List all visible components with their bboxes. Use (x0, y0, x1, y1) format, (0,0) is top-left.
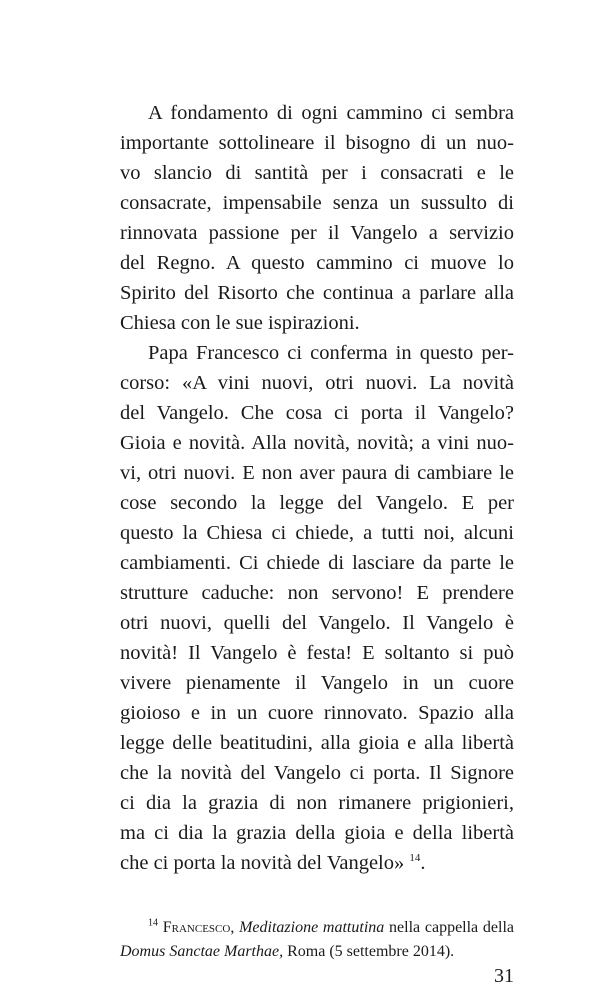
text-line: legge delle beatitudini, alla gioia e alla libertà (120, 732, 514, 754)
text-line-last: che ci porta la novità del Vangelo» $^{14}$. (120, 852, 426, 874)
text-line: importante sottolineare il bisogno di un nuo- (120, 132, 514, 154)
footnote-place: Domus Sanctae Marthae, (120, 943, 284, 960)
text-line: Spirito del Risorto che continua a parlare alla (120, 282, 514, 304)
footnote-reference[interactable]: 14 (409, 852, 421, 865)
text-line: otri nuovi, quelli del Vangelo. Il Vangelo è (120, 612, 514, 634)
quote-end-text: che ci porta la novità del Vangelo» (120, 852, 405, 874)
text-line: Chiesa con le sue ispirazioni. (120, 312, 360, 334)
page-number: 31 (494, 965, 514, 987)
text-line: Papa Francesco ci conferma in questo per- (148, 342, 514, 364)
text-line: A fondamento di ogni cammino ci sembra (148, 102, 514, 124)
text-line: vo slancio di santità per i consacrati e le (120, 162, 514, 184)
text-line: del Regno. A questo cammino ci muove lo (120, 252, 514, 274)
text-line: del Vangelo. Che cosa ci porta il Vangelo? (120, 402, 514, 424)
text-line: novità! Il Vangelo è festa! E soltanto si può (120, 642, 514, 664)
text-line: corso: «A vini nuovi, otri nuovi. La novità (120, 372, 514, 394)
footnote-author: Francesco, (162, 919, 235, 936)
text-line: cose secondo la legge del Vangelo. E per (120, 492, 514, 514)
text-line: strutture caduche: non servono! E prendere (120, 582, 514, 604)
text-line: che la novità del Vangelo ci porta. Il Signore (120, 762, 514, 784)
footnote-line (148, 916, 514, 940)
text-line: cambiamenti. Ci chiede di lasciare da parte le (120, 552, 514, 574)
text-line: consacrate, impensabile senza un sussulto di (120, 192, 514, 214)
text-line: gioioso e in un cuore rinnovato. Spazio alla (120, 702, 514, 724)
footnote-title: Meditazione mattutina (239, 919, 385, 936)
text-line: rinnovata passione per il Vangelo a servizio (120, 222, 514, 244)
text-line: ma ci dia la grazia della gioia e della libertà (120, 822, 514, 844)
footnote-line (120, 940, 514, 964)
text-line: Gioia e novità. Alla novità, novità; a vini nuo- (120, 432, 514, 454)
footnote-text: Roma (5 settembre 2014). (287, 943, 455, 960)
footnote-text: nella cappella della (389, 919, 514, 936)
text-line: questo la Chiesa ci chiede, a tutti noi, alcuni (120, 522, 514, 544)
text-line: ci dia la grazia di non rimanere prigionieri, (120, 792, 514, 814)
text-line: vi, otri nuovi. E non aver paura di cambiare le (120, 462, 514, 484)
text-line: vivere pienamente il Vangelo in un cuore (120, 672, 514, 694)
footnote-number: 14 (148, 917, 158, 929)
